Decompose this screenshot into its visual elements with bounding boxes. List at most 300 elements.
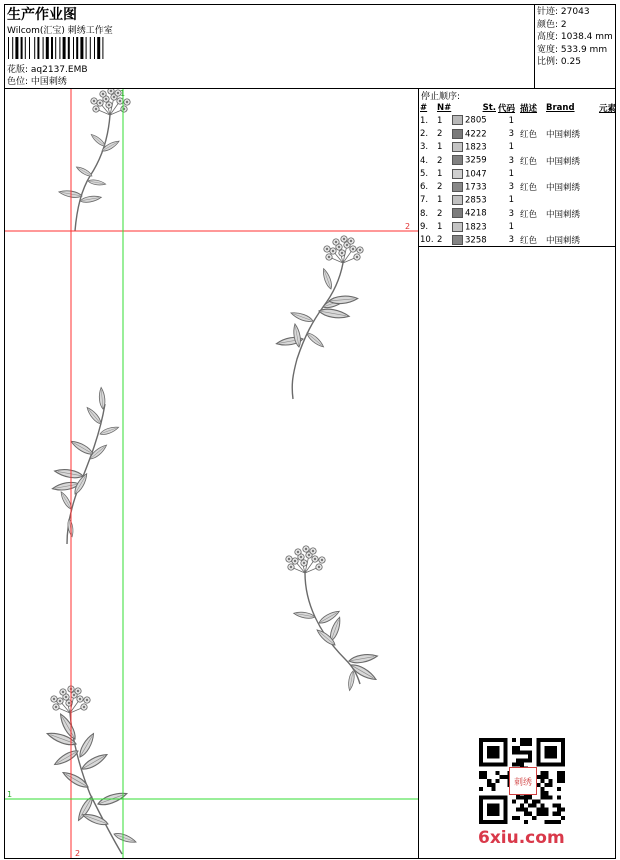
row-needle: 1: [437, 142, 443, 153]
qr-module: [540, 795, 544, 799]
row-desc: [520, 167, 546, 180]
qr-module: [487, 746, 491, 750]
row-code-cell: [452, 220, 498, 233]
qr-module: [479, 771, 483, 775]
qr-module: [504, 738, 508, 742]
qr-module: [479, 812, 483, 816]
row-code-cell: [452, 127, 498, 140]
qr-module: [549, 763, 553, 767]
qr-module: [487, 779, 491, 783]
qr-module: [516, 746, 520, 750]
qr-module: [532, 804, 536, 808]
qr-module: [561, 816, 565, 820]
qr-module: [524, 742, 528, 746]
leaf-stem-motif: [52, 387, 120, 544]
stop-row: [420, 154, 616, 167]
qr-module: [479, 799, 483, 803]
qr-module: [504, 775, 508, 779]
col-header-code: 代码: [498, 103, 516, 114]
row-element: [594, 114, 616, 127]
qr-module: [495, 771, 499, 775]
row-code: 1047: [465, 169, 487, 180]
barcode-bar: [8, 37, 9, 59]
qr-module: [549, 795, 553, 799]
qr-module: [504, 816, 508, 820]
qr-module: [504, 812, 508, 816]
color-swatch: [452, 142, 463, 152]
row-code: 3258: [465, 235, 487, 246]
row-index: 7.: [420, 195, 429, 206]
qr-module: [540, 787, 544, 791]
qr-module: [561, 808, 565, 812]
qr-module: [504, 763, 508, 767]
stop-row: [420, 234, 616, 247]
qr-module: [499, 775, 503, 779]
stop-row: [420, 180, 616, 193]
stat-row: 高度: 1038.4 mm: [537, 32, 613, 42]
qr-module: [479, 808, 483, 812]
qr-module: [561, 750, 565, 754]
qr-module: [536, 738, 540, 742]
barcode-bar: [21, 37, 23, 59]
qr-module: [545, 746, 549, 750]
col-header-index: #: [420, 102, 428, 113]
row-desc: [520, 194, 546, 207]
row-stitch: 3: [508, 182, 514, 193]
barcode-bar: [76, 37, 78, 59]
qr-module: [524, 799, 528, 803]
qr-module: [479, 754, 483, 758]
qr-module: [524, 795, 528, 799]
qr-module: [495, 750, 499, 754]
row-needle: 2: [437, 155, 443, 166]
row-element: [594, 220, 616, 233]
qr-module: [536, 812, 540, 816]
green-v-guide-label: 1: [120, 89, 126, 98]
qr-module: [536, 750, 540, 754]
row-code-cell: [452, 141, 498, 154]
row-needle: 2: [437, 182, 443, 193]
qr-module: [504, 742, 508, 746]
flower-motif: [58, 89, 130, 231]
qr-module: [549, 779, 553, 783]
color-swatch: [452, 208, 463, 218]
qr-module: [549, 750, 553, 754]
qr-module: [512, 750, 516, 754]
qr-module: [491, 812, 495, 816]
qr-module: [520, 808, 524, 812]
row-needle: 1: [437, 115, 443, 126]
color-swatch: [452, 115, 463, 125]
qr-module: [479, 758, 483, 762]
qr-module: [499, 795, 503, 799]
qr-module: [561, 742, 565, 746]
qr-module: [483, 820, 487, 824]
row-brand: [546, 141, 594, 154]
barcode-bar: [97, 37, 100, 59]
qr-module: [487, 808, 491, 812]
qr-module: [524, 808, 528, 812]
row-code-cell: [452, 167, 498, 180]
qr-module: [499, 820, 503, 824]
row-index: 3.: [420, 142, 429, 153]
qr-module: [483, 771, 487, 775]
qr-module: [549, 754, 553, 758]
barcode-bar: [37, 37, 39, 59]
qr-module: [524, 820, 528, 824]
stat-row: 针迹: 27043: [537, 7, 590, 17]
qr-module: [536, 746, 540, 750]
qr-module: [520, 758, 524, 762]
qr-module: [524, 758, 528, 762]
col-header-desc: 描述: [520, 103, 538, 114]
qr-module: [524, 812, 528, 816]
qr-module: [532, 816, 536, 820]
red-h-guide-label: 2: [405, 222, 411, 231]
stop-row: [420, 141, 616, 154]
qr-module: [557, 820, 561, 824]
qr-module: [545, 750, 549, 754]
row-desc: [520, 220, 546, 233]
row-element: [594, 154, 616, 167]
qr-module: [504, 804, 508, 808]
row-brand: [546, 220, 594, 233]
qr-module: [561, 754, 565, 758]
qr-module: [540, 738, 544, 742]
qr-module: [495, 804, 499, 808]
row-needle: 1: [437, 195, 443, 206]
qr-module: [524, 738, 528, 742]
qr-module: [512, 746, 516, 750]
col-header-element: 元素: [598, 103, 616, 114]
row-desc: 红色: [520, 209, 538, 220]
qr-module: [557, 775, 561, 779]
qr-module: [516, 795, 520, 799]
row-index: 10.: [420, 235, 434, 246]
qr-module: [536, 742, 540, 746]
row-element: [594, 180, 616, 193]
qr-module: [528, 742, 532, 746]
qr-module: [545, 738, 549, 742]
qr-module: [479, 746, 483, 750]
barcode-bar: [59, 37, 60, 59]
row-code: 1823: [465, 142, 487, 153]
barcode-bar: [90, 37, 91, 59]
barcode-bar: [12, 37, 13, 59]
qr-module: [487, 804, 491, 808]
row-needle: 2: [437, 208, 443, 219]
qr-module: [536, 758, 540, 762]
qr-module: [495, 820, 499, 824]
qr-module: [561, 738, 565, 742]
qr-module: [504, 758, 508, 762]
qr-module: [483, 795, 487, 799]
qr-module: [479, 775, 483, 779]
embroidery-canvas: [5, 89, 418, 858]
barcode-bar: [80, 37, 83, 59]
qr-module: [487, 750, 491, 754]
qr-module: [520, 738, 524, 742]
row-code: 2805: [465, 115, 487, 126]
qr-module: [549, 820, 553, 824]
row-brand: 中国刺绣: [546, 183, 581, 194]
row-brand: 中国刺绣: [546, 129, 581, 140]
qr-module: [545, 771, 549, 775]
watermark-logo: 6xiu.com: [478, 828, 565, 848]
row-code: 4222: [465, 129, 487, 140]
qr-module: [536, 808, 540, 812]
qr-module: [495, 738, 499, 742]
stop-row: [420, 194, 616, 207]
qr-module: [545, 754, 549, 758]
row-element: [594, 234, 616, 247]
qr-module: [528, 750, 532, 754]
barcode-bar: [25, 37, 26, 59]
qr-module: [540, 771, 544, 775]
row-brand: [546, 194, 594, 207]
row-code: 1823: [465, 222, 487, 233]
qr-module: [491, 783, 495, 787]
row-brand: 中国刺绣: [546, 156, 581, 167]
stat-row: 颜色: 2: [537, 19, 567, 30]
design-file-label: 花版: aq2137.EMB: [7, 65, 88, 75]
row-code: 2853: [465, 195, 487, 206]
stop-sequence-table: [420, 101, 616, 247]
qr-module: [479, 804, 483, 808]
stop-sequence-title: 停止顺序:: [421, 92, 461, 102]
qr-module: [479, 738, 483, 742]
qr-module: [495, 812, 499, 816]
stats-divider: [534, 4, 535, 88]
barcode-bar: [29, 37, 30, 59]
qr-module: [504, 750, 508, 754]
col-header-brand: Brand: [546, 102, 575, 113]
col-header-stitches: St.: [482, 102, 496, 113]
color-swatch: [452, 155, 463, 165]
qr-module: [545, 763, 549, 767]
row-needle: 1: [437, 222, 443, 233]
qr-module: [520, 795, 524, 799]
barcode-bar: [15, 37, 18, 59]
qr-module: [479, 750, 483, 754]
qr-module: [504, 808, 508, 812]
qr-module: [495, 808, 499, 812]
row-desc: 红色: [520, 183, 538, 194]
row-index: 8.: [420, 208, 429, 219]
color-swatch: [452, 182, 463, 192]
qr-module: [495, 763, 499, 767]
qr-module: [512, 799, 516, 803]
row-element: [594, 127, 616, 140]
qr-module: [479, 787, 483, 791]
qr-module: [545, 775, 549, 779]
qr-module: [545, 795, 549, 799]
qr-module: [528, 804, 532, 808]
qr-module: [479, 742, 483, 746]
red-v-guide-label: 2: [75, 849, 81, 858]
green-h-guide-label: 1: [7, 790, 13, 799]
stop-row: [420, 207, 616, 220]
qr-module: [549, 783, 553, 787]
color-way-label: 色位: 中国刺绣: [7, 77, 67, 87]
row-desc: 红色: [520, 129, 538, 140]
qr-module: [512, 816, 516, 820]
canvas-divider: [418, 88, 419, 859]
barcode-bar: [86, 37, 87, 59]
qr-module: [528, 738, 532, 742]
barcode-bar: [51, 37, 53, 59]
page-subtitle: Wilcom(汇宝) 刺绣工作室: [7, 26, 113, 36]
qr-module: [520, 750, 524, 754]
qr-module: [557, 738, 561, 742]
row-element: [594, 194, 616, 207]
qr-module: [532, 799, 536, 803]
row-element: [594, 141, 616, 154]
qr-module: [553, 763, 557, 767]
row-code-cell: [452, 154, 498, 167]
qr-module: [479, 795, 483, 799]
qr-module: [545, 820, 549, 824]
row-index: 4.: [420, 155, 429, 166]
qr-module: [491, 795, 495, 799]
qr-module: [491, 820, 495, 824]
color-swatch: [452, 222, 463, 232]
barcode-bar: [43, 37, 44, 59]
stat-row: 比例: 0.25: [537, 57, 581, 67]
qr-module: [561, 746, 565, 750]
row-desc: 红色: [520, 236, 538, 247]
qr-module: [512, 738, 516, 742]
row-code-cell: [452, 234, 498, 247]
qr-module: [487, 820, 491, 824]
qr-module: [487, 783, 491, 787]
row-brand: [546, 167, 594, 180]
row-index: 6.: [420, 182, 429, 193]
qr-module: [545, 783, 549, 787]
qr-module: [487, 763, 491, 767]
stop-row: [420, 114, 616, 127]
row-stitch: 1: [508, 195, 514, 206]
qr-module: [557, 808, 561, 812]
qr-module: [516, 808, 520, 812]
qr-module: [483, 738, 487, 742]
qr-module: [557, 795, 561, 799]
barcode-bar: [34, 37, 35, 59]
row-index: 5.: [420, 168, 429, 179]
row-needle: 1: [437, 168, 443, 179]
qr-module: [479, 820, 483, 824]
barcode-bar: [73, 37, 74, 59]
qr-module: [516, 758, 520, 762]
row-brand: 中国刺绣: [546, 236, 581, 247]
qr-module: [557, 771, 561, 775]
page-title: 生产作业图: [7, 7, 77, 23]
qr-module: [553, 746, 557, 750]
row-index: 2.: [420, 128, 429, 139]
qr-module: [504, 799, 508, 803]
qr-module: [495, 795, 499, 799]
stat-row: 宽度: 533.9 mm: [537, 44, 608, 55]
barcode-bar: [63, 37, 66, 59]
color-swatch: [452, 169, 463, 179]
qr-module: [561, 771, 565, 775]
qr-module: [491, 746, 495, 750]
qr-module: [504, 754, 508, 758]
qr-module: [536, 799, 540, 803]
qr-module: [540, 763, 544, 767]
flower-motif: [286, 546, 378, 691]
qr-module: [528, 754, 532, 758]
qr-module: [549, 738, 553, 742]
stamp-text: 刺绣: [513, 777, 532, 788]
qr-module: [557, 812, 561, 816]
qr-module: [553, 738, 557, 742]
qr-module: [545, 808, 549, 812]
row-stitch: 1: [508, 115, 514, 126]
qr-module: [557, 787, 561, 791]
qr-module: [499, 738, 503, 742]
qr-module: [553, 754, 557, 758]
stats-panel: [537, 6, 613, 69]
row-needle: 2: [437, 128, 443, 139]
qr-module: [528, 758, 532, 762]
stop-row: [420, 167, 616, 180]
qr-module: [540, 791, 544, 795]
qr-module: [540, 775, 544, 779]
row-stitch: 1: [508, 142, 514, 153]
qr-module: [495, 746, 499, 750]
barcode-bar: [68, 37, 70, 59]
row-stitch: 3: [508, 208, 514, 219]
qr-module: [491, 738, 495, 742]
qr-module: [491, 754, 495, 758]
row-needle: 2: [437, 235, 443, 246]
qr-module: [561, 763, 565, 767]
qr-module: [545, 812, 549, 816]
qr-module: [553, 820, 557, 824]
qr-module: [516, 816, 520, 820]
qr-module: [540, 804, 544, 808]
qr-module: [491, 787, 495, 791]
row-stitch: 1: [508, 168, 514, 179]
qr-module: [561, 779, 565, 783]
qr-module: [487, 754, 491, 758]
barcode-bar: [46, 37, 49, 59]
row-index: 9.: [420, 222, 429, 233]
qr-module: [553, 812, 557, 816]
qr-module: [540, 808, 544, 812]
qr-module: [483, 775, 487, 779]
row-stitch: 3: [508, 235, 514, 246]
row-desc: 红色: [520, 156, 538, 167]
qr-module: [495, 754, 499, 758]
row-code-cell: [452, 194, 498, 207]
row-code: 3259: [465, 155, 487, 166]
row-code-cell: [452, 207, 498, 220]
color-swatch: [452, 195, 463, 205]
row-element: [594, 207, 616, 220]
qr-module: [528, 795, 532, 799]
qr-module: [549, 746, 553, 750]
qr-module: [516, 750, 520, 754]
qr-module: [504, 820, 508, 824]
red-stamp: [509, 767, 537, 795]
barcode-bar: [94, 37, 95, 59]
row-code: 4218: [465, 208, 487, 219]
stop-row: [420, 127, 616, 140]
row-brand: [546, 114, 594, 127]
qr-module: [553, 750, 557, 754]
